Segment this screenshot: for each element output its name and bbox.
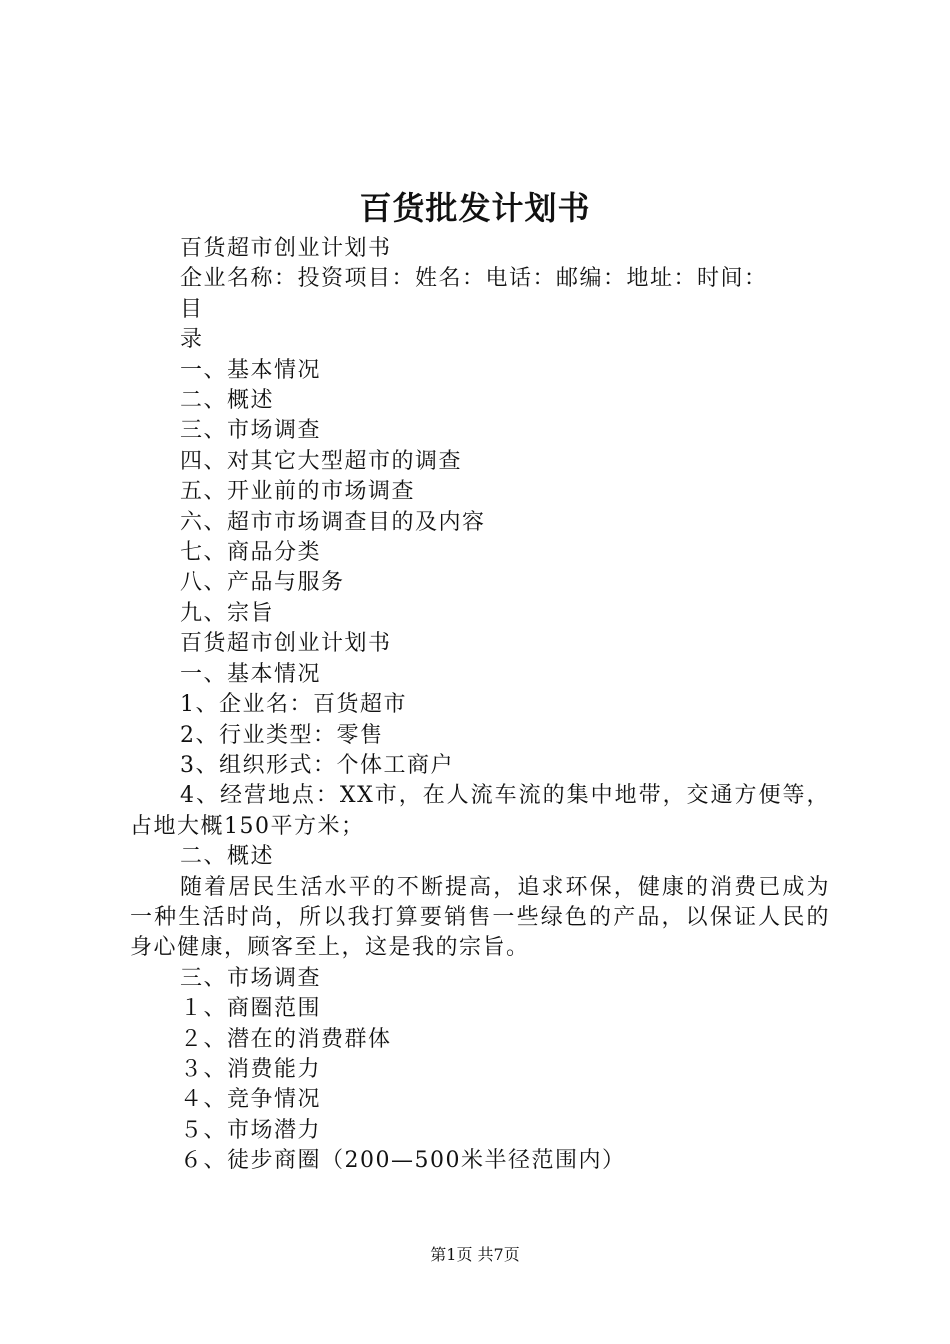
list-item: １、商圈范围 <box>180 996 322 1022</box>
paragraph: 1、企业名：百货超市 <box>180 692 407 718</box>
paragraph: 录 <box>180 327 204 353</box>
toc-item: 四、对其它大型超市的调查 <box>180 448 463 474</box>
paragraph: 目 <box>180 296 204 322</box>
list-item: ２、潜在的消费群体 <box>180 1026 392 1052</box>
paragraph: 4、经营地点：XX市，在人流车流的集中地带，交通方便等，占地大概150平方米； <box>130 783 830 839</box>
toc-item: 五、开业前的市场调查 <box>180 479 416 505</box>
section-heading: 百货超市创业计划书 <box>180 631 392 657</box>
toc-item: 八、产品与服务 <box>180 570 345 596</box>
section-heading: 二、概述 <box>180 844 275 870</box>
page-footer: 第1页 共7页 <box>430 1245 520 1264</box>
list-item: ３、消费能力 <box>180 1056 322 1082</box>
document-title: 百货批发计划书 <box>359 189 591 227</box>
toc-item: 一、基本情况 <box>180 357 322 383</box>
section-heading: 三、市场调查 <box>180 965 322 991</box>
paragraph: 百货超市创业计划书 <box>180 236 392 261</box>
section-heading: 一、基本情况 <box>180 661 322 687</box>
toc-item: 九、宗旨 <box>180 600 275 626</box>
toc-item: 六、超市市场调查目的及内容 <box>180 509 486 535</box>
paragraph: 随着居民生活水平的不断提高，追求环保，健康的消费已成为一种生活时尚，所以我打算要销售一些绿色的产品，以保证人民的身心健康，顾客至上，这是我的宗旨。 <box>130 874 830 961</box>
paragraph: 3、组织形式：个体工商户 <box>180 752 454 778</box>
document-body <box>130 234 830 1177</box>
toc-item: 二、概述 <box>180 388 275 414</box>
paragraph: 企业名称：投资项目：姓名：电话：邮编：地址：时间： <box>180 266 768 292</box>
toc-item: 七、商品分类 <box>180 540 322 566</box>
list-item: ５、市场潜力 <box>180 1117 322 1143</box>
list-item: ６、徒步商圈（200—500米半径范围内） <box>180 1148 626 1174</box>
toc-item: 三、市场调查 <box>180 418 322 444</box>
list-item: ４、竞争情况 <box>180 1087 322 1113</box>
paragraph: 2、行业类型：零售 <box>180 722 384 748</box>
